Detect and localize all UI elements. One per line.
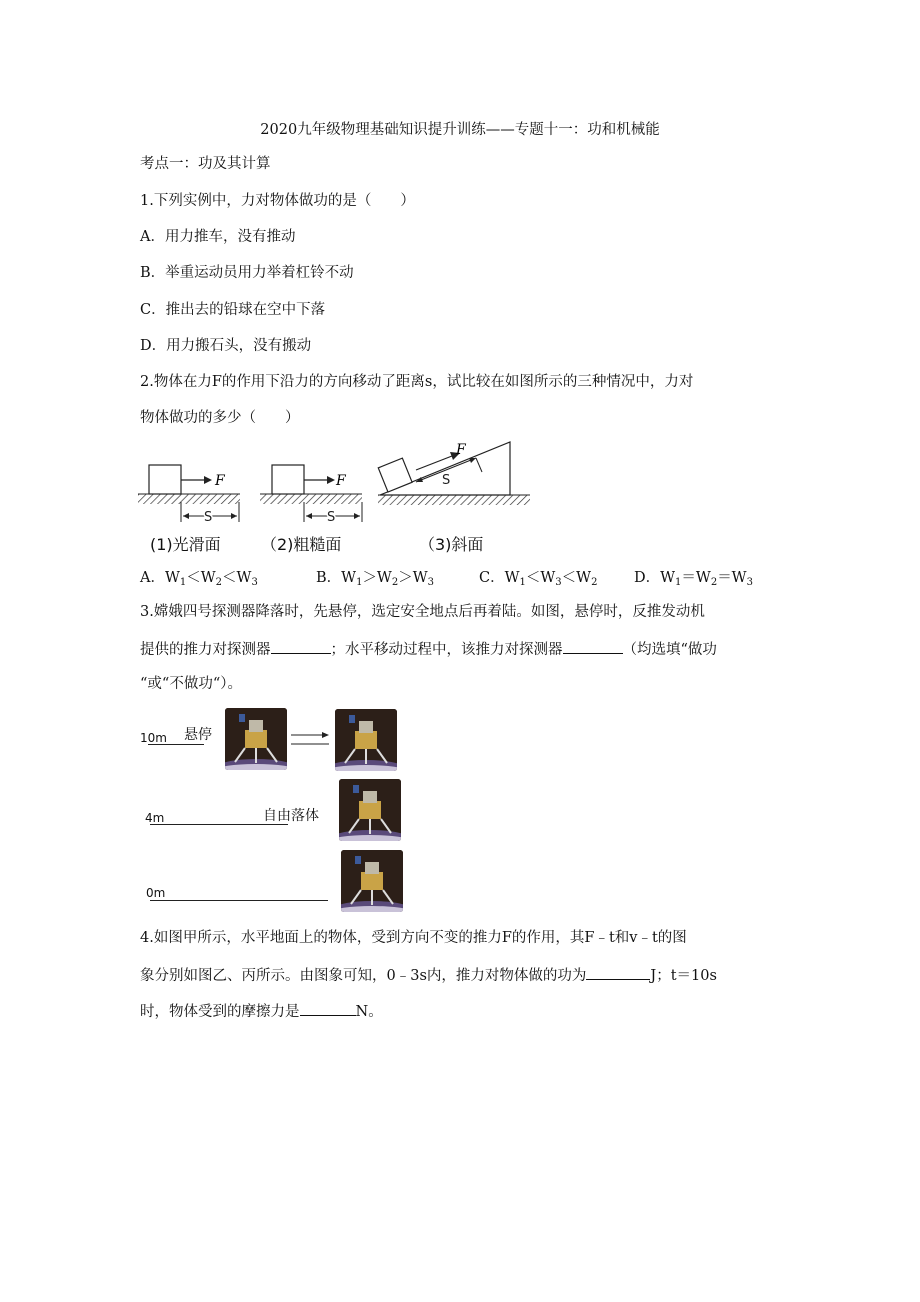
q3-line2: 提供的推力对探测器 ；水平移动过程中，该推力对探测器 （均选填“做功 (140, 638, 717, 660)
q4-line3: 时，物体受到的摩擦力是 N。 (140, 1000, 383, 1022)
force-label-3: F (456, 442, 466, 458)
height-label-4m: 4m (145, 811, 165, 825)
incline-diagram (378, 442, 530, 505)
lander-image-hover (225, 708, 287, 770)
force-label-2: F (336, 473, 346, 489)
q1-option-d: D．用力搬石头，没有搬动 (140, 338, 312, 354)
q3-blank-1[interactable] (271, 638, 331, 654)
q2-stem-line2: 物体做功的多少（ ） (140, 410, 300, 426)
q3-line1: 3.嫦娥四号探测器降落时，先悬停，选定安全地点后再着陆。如图，悬停时，反推发动机 (140, 604, 705, 620)
q1-stem: 1.下列实例中，力对物体做功的是（ ） (140, 193, 415, 209)
q2-option-d: D．$W_1=W_2=W_3$ (634, 570, 753, 588)
lander-image-freefall (339, 779, 401, 841)
q3-blank-2[interactable] (563, 638, 623, 654)
q2-option-c: C．$W_1<W_3<W_2$ (479, 570, 598, 588)
caption-rough: （2)粗糙面 (261, 535, 342, 554)
q2-option-a: A．$W_1<W_2<W_3$ (140, 570, 258, 588)
section-heading: 考点一：功及其计算 (140, 156, 271, 172)
q1-option-b: B．举重运动员用力举着杠铃不动 (140, 265, 354, 281)
q2-stem-line1: 2.物体在力F的作用下沿力的方向移动了距离s，试比较在如图所示的三种情况中，力对 (140, 374, 694, 390)
distance-label-3: S (442, 473, 451, 488)
q1-option-c: C．推出去的铅球在空中下落 (140, 302, 326, 318)
hover-label: 悬停 (184, 727, 212, 743)
q2-force-figure (130, 432, 540, 528)
height-line-0m (150, 900, 328, 901)
lander-image-move (335, 709, 397, 771)
q4-blank-2[interactable] (300, 1000, 356, 1016)
q4-line1: 4.如图甲所示，水平地面上的物体，受到方向不变的推力F的作用，其F﹣t和v﹣t的图 (140, 930, 687, 946)
rough-surface-diagram (260, 465, 362, 525)
q2-option-b: B．$W_1>W_2>W_3$ (316, 570, 434, 588)
smooth-surface-diagram (138, 465, 240, 525)
height-label-0m: 0m (146, 886, 166, 900)
q4-blank-1[interactable] (586, 964, 650, 980)
caption-incline: （3)斜面 (419, 535, 484, 554)
lander-image-landed (341, 850, 403, 912)
distance-label-1: S (204, 510, 213, 525)
q4-line2: 象分别如图乙、丙所示。由图象可知，0﹣3s内，推力对物体做的功为 J；t＝10s (140, 964, 717, 986)
force-label-1: F (215, 473, 225, 489)
move-arrow-icon (290, 728, 330, 748)
page-title: 2020九年级物理基础知识提升训练——专题十一：功和机械能 (260, 122, 660, 138)
caption-smooth: (1)光滑面 (150, 535, 221, 554)
freefall-label: 自由落体 (263, 808, 319, 824)
q1-option-a: A．用力推车，没有推动 (140, 229, 296, 245)
height-line-10m (148, 744, 204, 745)
distance-label-2: S (327, 510, 336, 525)
q3-line3: “或“不做功“）。 (140, 676, 242, 692)
height-label-10m: 10m (140, 731, 167, 745)
